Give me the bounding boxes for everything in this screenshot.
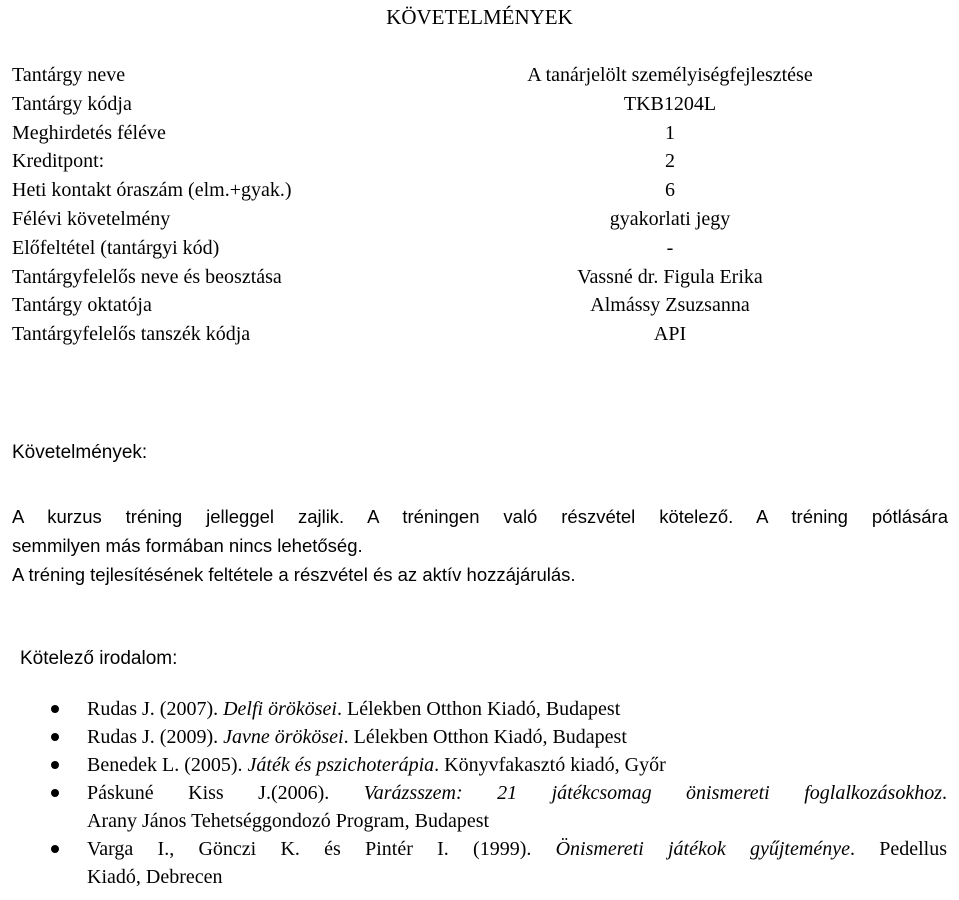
info-row-department-code: [0, 320, 959, 349]
info-row-course-code: [0, 90, 959, 119]
info-label: Tantárgy oktatója: [12, 294, 152, 317]
info-row-semester: [0, 119, 959, 148]
info-row-course-name: [0, 61, 959, 90]
citation-line: [87, 835, 947, 863]
document-title: KÖVETELMÉNYEK: [386, 5, 573, 29]
list-item: [0, 751, 959, 779]
info-label: Tantárgyfelelős neve és beosztása: [12, 265, 282, 288]
info-value: 2: [665, 150, 675, 173]
literature-heading: Kötelező irodalom:: [20, 648, 178, 669]
info-label: Előfeltétel (tantárgyi kód): [12, 236, 220, 259]
info-value: Vassné dr. Figula Erika: [577, 265, 763, 288]
info-label: Meghirdetés féléve: [12, 121, 166, 144]
info-value: A tanárjelölt személyiségfejlesztése: [527, 64, 813, 86]
info-value: API: [653, 323, 687, 346]
citation-publisher: .: [941, 782, 947, 804]
citation-title: Játék és pszichoterápia: [247, 754, 435, 776]
citation-title: Javne örökösei: [223, 726, 344, 748]
citation-publisher: . Pedellus: [849, 838, 947, 860]
info-value: -: [666, 236, 674, 259]
list-item: [0, 835, 959, 891]
citation-author: Rudas J. (2007).: [87, 698, 224, 720]
info-label: Félévi követelmény: [12, 207, 171, 230]
literature-list: [0, 695, 959, 891]
info-value: 6: [665, 179, 675, 202]
info-label: Heti kontakt óraszám (elm.+gyak.): [12, 179, 292, 202]
citation-continuation: Arany János Tehetséggondozó Program, Budapest: [87, 810, 490, 832]
citation-line: [87, 779, 947, 807]
citation-title: Önismereti játékok gyűjteménye: [555, 838, 850, 860]
info-label: Kreditpont:: [12, 150, 105, 173]
citation-author: Páskuné Kiss J.(2006).: [87, 782, 364, 804]
info-value: TKB1204L: [623, 92, 717, 115]
requirements-line: semmilyen más formában nincs lehetőség.: [12, 535, 363, 556]
citation-line: [87, 751, 947, 779]
info-row-weekly-hours: [0, 176, 959, 205]
citation-publisher: . Könyvfakasztó kiadó, Győr: [434, 754, 666, 776]
requirements-line: A kurzus tréning jelleggel zajlik. A tréningen való részvétel kötelező. A tréning pótlására: [12, 506, 948, 527]
citation-continuation: Kiadó, Debrecen: [87, 866, 223, 888]
citation-publisher: . Lélekben Otthon Kiadó, Budapest: [343, 726, 627, 748]
citation-author: Varga I., Gönczi K. és Pintér I. (1999).: [87, 838, 556, 860]
citation-line: [87, 695, 947, 723]
citation-line: [87, 723, 947, 751]
bullet-icon: [51, 733, 59, 741]
info-value: 1: [665, 121, 675, 144]
info-label: Tantárgyfelelős tanszék kódja: [12, 323, 251, 346]
info-label: Tantárgy kódja: [12, 92, 132, 115]
info-value: gyakorlati jegy: [609, 207, 731, 230]
citation-title: Varázsszem: 21 játékcsomag önismereti foglalkozásokhoz: [363, 782, 942, 804]
info-label: Tantárgy neve: [12, 64, 126, 86]
citation-publisher: . Lélekben Otthon Kiadó, Budapest: [336, 698, 621, 720]
course-info-table: [0, 61, 959, 349]
bullet-icon: [51, 845, 59, 853]
info-value: Almássy Zsuzsanna: [590, 294, 750, 317]
list-item: [0, 695, 959, 723]
list-item: [0, 779, 959, 835]
info-row-prerequisite: [0, 234, 959, 263]
citation-author: Benedek L. (2005).: [87, 754, 248, 776]
info-row-instructor: [0, 291, 959, 320]
list-item: [0, 723, 959, 751]
info-row-credits: [0, 147, 959, 176]
info-row-responsible: [0, 263, 959, 292]
citation-title: Delfi örökösei: [223, 698, 337, 720]
bullet-icon: [51, 789, 59, 797]
requirements-text: [12, 502, 948, 589]
citation-author: Rudas J. (2009).: [87, 726, 224, 748]
requirements-line: A tréning tejlesítésének feltétele a részvétel és az aktív hozzájárulás.: [12, 564, 576, 585]
bullet-icon: [51, 761, 59, 769]
info-row-semester-requirement: [0, 205, 959, 234]
bullet-icon: [51, 705, 59, 713]
requirements-heading: Követelmények:: [12, 442, 148, 463]
